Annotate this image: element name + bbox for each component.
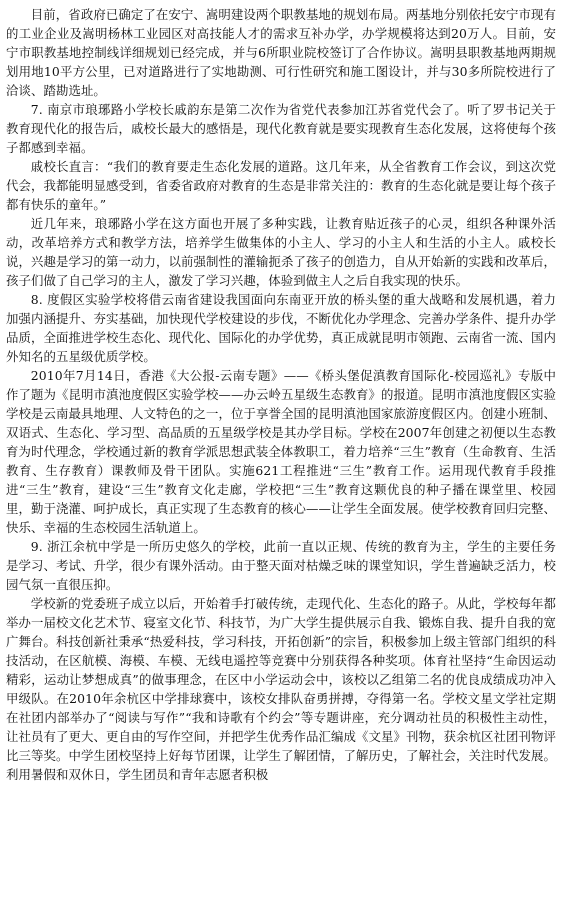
paragraph-report: 2010年7月14日，香港《大公报-云南专题》——《桥头堡促滇教育国际化-校园巡礼》专版中作了题为《昆明市滇池度假区实验学校——办云岭五星级生态教育》的报道。昆明市滇池度假区实验学校是云南最具地理、人文特色的之一，位于享誉全国的昆明滇池国家旅游度假区内。创建小班制、双语式、生态化、学习型、高品质的五星级学校是其办学目标。学校在2007年创建之初便以生态教育为时代理念，学校通过新的教育学派思想武装全体教职工，着力培养“三生”教育（生命教育、生活教育、生存教育）课教师及骨干团队。实施621工程推进“三生”教育工作。运用现代教育手段推进“三生”教育，建设“三生”教育文化走廊，学校把“三生”教育这颗优良的种子播在课堂里、校园里，勤于浇灌、呵护成长，真正实现了生态教育的核心——让学生全面发展。使学校教育回归完整、快乐、幸福的生态校园生活轨道上。 — [6, 368, 556, 535]
paragraph-item-7: 7. 南京市琅琊路小学校长戚韵东是第二次作为省党代表参加江苏省党代会了。听了罗书记关于教育现代化的报告后，戚校长最大的感悟是，现代化教育就是要实现教育生态化发展，这将使每个孩子都感到幸福。 — [6, 102, 556, 155]
paragraph-base-progress: 目前，省政府已确定了在安宁、嵩明建设两个职教基地的规划布局。两基地分别依托安宁市现有的工业企业及嵩明杨林工业园区对高技能人才的需求互补办学，办学规模将达到20万人。目前，安宁市职教基地控制线详细规划已经完成，并与6所职业院校签订了合作协议。嵩明县职教基地两期规划用地10平方公里，已对道路进行了实地勘测、可行性研究和施工图设计，并与30多所院校进行了洽谈、踏勘选址。 — [6, 7, 556, 98]
paragraph-practice: 近几年来，琅琊路小学在这方面也开展了多种实践，让教育贴近孩子的心灵，组织各种课外活动，改革培养方式和教学方法，培养学生做集体的小主人、学习的小主人和生活的小主人。戚校长说，兴趣是学习的第一动力，以前强制性的灌输扼杀了孩子的创造力，自从开始新的实践和改革后，孩子们做了自己学习的主人，激发了学习兴趣，体验到做主人之后自我实现的快乐。 — [6, 216, 556, 288]
paragraph-quote: 戚校长直言：“我们的教育要走生态化发展的道路。这几年来，从全省教育工作会议，到这次党代会，我都能明显感受到，省委省政府对教育的生态是非常关注的：教育的生态化就是要让每个孩子都有快乐的童年。” — [6, 159, 556, 212]
paragraph-item-8: 8. 度假区实验学校将借云南省建设我国面向东南亚开放的桥头堡的重大战略和发展机遇，着力加强内涵提升、夯实基础，加快现代学校建设的步伐，不断优化办学理念、完善办学条件、提升办学品质，全面推进学校生态化、现代化、国际化的办学优势，真正成就昆明市领跑、云南省一流、国内外知名的五星级优质学校。 — [6, 292, 556, 364]
paragraph-item-9: 9. 浙江余杭中学是一所历史悠久的学校，此前一直以正规、传统的教育为主，学生的主要任务是学习、考试、升学，很少有课外活动。由于整天面对枯燥乏味的课堂知识，学生普遍缺乏活力，校园气氛一直很压抑。 — [6, 539, 556, 592]
paragraph-reform: 学校新的党委班子成立以后，开始着手打破传统，走现代化、生态化的路子。从此，学校每年都举办一届校文化艺术节、寝室文化节、科技节，为广大学生提供展示自我、锻炼自我、提升自我的宽广舞台。科技创新社秉承“热爱科技，学习科技，开拓创新”的宗旨，积极参加上级主管部门组织的科技活动，在区航模、海模、车模、无线电遥控等竞赛中分别获得各种奖项。体育社坚持“生命因运动精彩，运动让梦想成真”的做事理念，在区中小学运动会中，该校以乙组第二名的优良成绩成功冲入甲级队。在2010年余杭区中学排球赛中，该校女排队奋勇拼搏，夺得第一名。学校文星文学社定期在社团内部举办了“阅读与写作”“我和诗歌有个约会”等专题讲座，充分调动社员的积极性主动性，让社员有了更大、更自由的写作空间，并把学生优秀作品汇编成《文星》刊物，获余杭区社团刊物评比三等奖。中学生团校坚持上好每节团课，让学生了解团情，了解历史，了解社会，关注时代发展。利用暑假和双休日，学生团员和青年志愿者积极 — [6, 596, 556, 782]
